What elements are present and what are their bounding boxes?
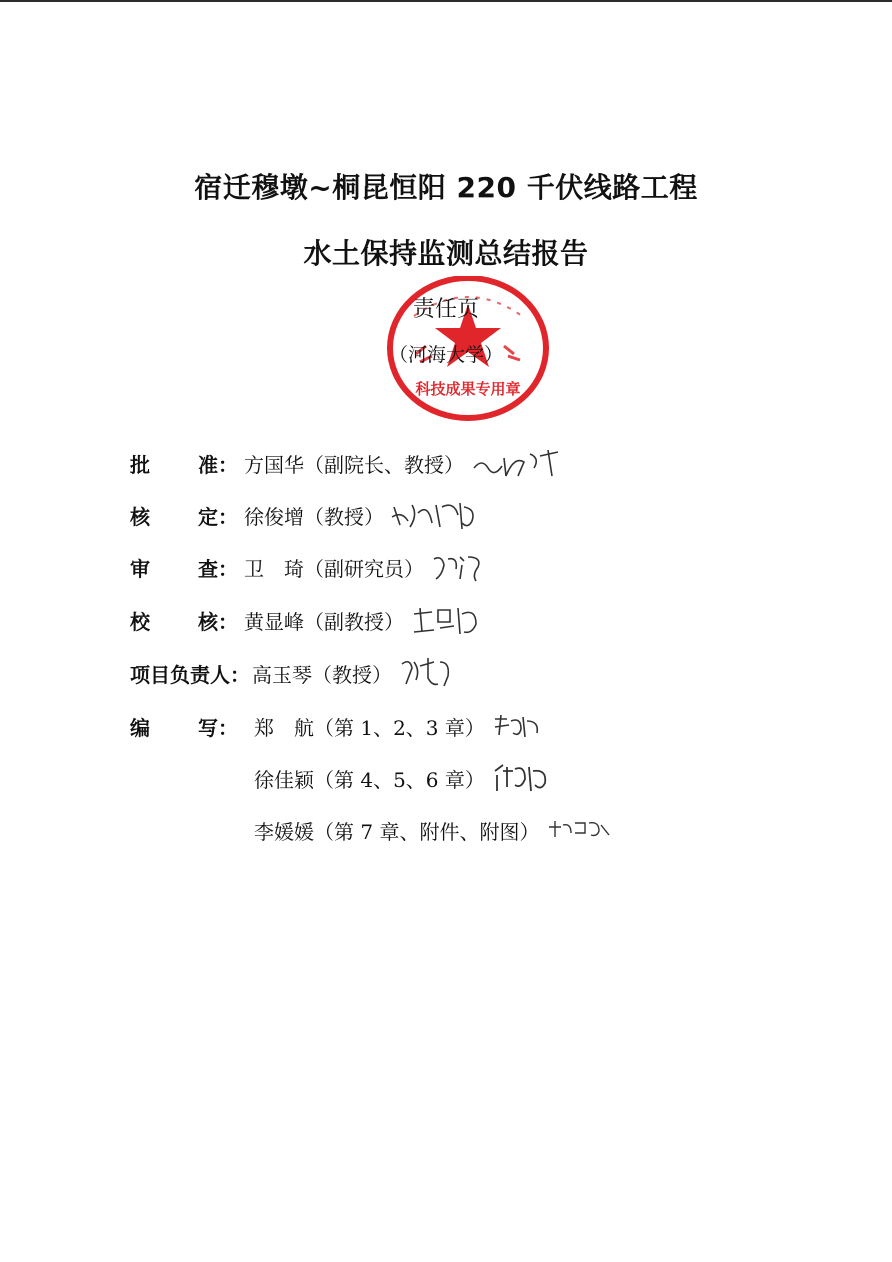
person-name: 高玉琴（教授） <box>252 662 392 687</box>
role-label: 项目负责人： <box>130 662 250 687</box>
handwritten-signature <box>545 817 613 843</box>
writers-row <box>130 711 543 741</box>
seal-text: 科技成果专用章 <box>415 380 521 398</box>
verification-row <box>130 500 484 530</box>
role-label: 批 准： <box>130 452 238 477</box>
project-lead-row <box>130 658 458 688</box>
person-name: 李媛媛（第 7 章、附件、附图） <box>254 819 540 844</box>
handwritten-signature <box>390 497 484 533</box>
handwritten-signature <box>398 654 458 692</box>
proofread-row <box>130 605 486 635</box>
person-name: 徐俊增（教授） <box>244 504 384 529</box>
handwritten-signature <box>491 711 543 741</box>
report-title-line-2: 水土保持监测总结报告 <box>303 237 589 270</box>
handwritten-signature <box>410 602 486 638</box>
role-label: 审 查： <box>130 556 238 581</box>
person-name: 方国华（副院长、教授） <box>244 452 464 477</box>
person-name: 黄显峰（副教授） <box>244 609 404 634</box>
person-name: 徐佳颖（第 4、5、6 章） <box>254 767 485 792</box>
review-row <box>130 552 494 582</box>
writer-row-2 <box>254 763 557 793</box>
handwritten-signature <box>491 761 557 795</box>
organization-name: （河海大学） <box>388 344 503 366</box>
role-label: 编 写： <box>130 715 238 740</box>
writer-row-3 <box>254 815 613 845</box>
person-name: 郑 航（第 1、2、3 章） <box>254 715 485 740</box>
role-label: 核 定： <box>130 504 238 529</box>
approval-row <box>130 448 570 478</box>
handwritten-signature <box>470 446 570 480</box>
role-label: 校 核： <box>130 609 238 634</box>
report-title-line-1: 宿迁穆墩~桐昆恒阳 220 千伏线路工程 <box>194 171 698 204</box>
handwritten-signature <box>430 551 494 583</box>
top-border-line <box>0 0 892 2</box>
person-name: 卫 琦（副研究员） <box>244 556 424 581</box>
responsibility-page-heading: 责任页 <box>412 297 479 322</box>
